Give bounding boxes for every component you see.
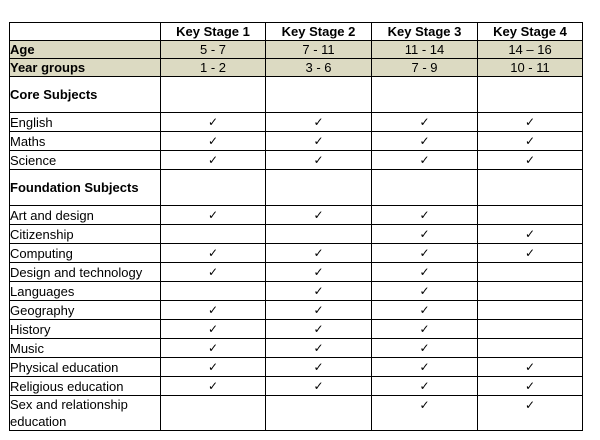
check-icon: ✓ [524,398,536,412]
stage-cell [161,151,266,170]
check-icon: ✓ [419,379,430,393]
age-value: 11 - 14 [372,41,478,59]
stage-cell [266,151,372,170]
check-icon: ✓ [419,208,430,222]
check-icon: ✓ [313,134,324,148]
check-icon: ✓ [207,379,219,393]
stage-cell [266,282,372,301]
stage-cell [372,206,478,225]
stage-cell [478,396,583,431]
stage-cell [478,301,583,320]
column-header: Key Stage 1 [161,23,266,41]
year-groups-value: 7 - 9 [372,59,478,77]
subject-name: Science [10,151,161,170]
check-icon: ✓ [524,227,536,241]
column-header: Key Stage 2 [266,23,372,41]
subject-name: Physical education [10,358,161,377]
check-icon: ✓ [313,379,324,393]
subject-row [10,282,583,301]
check-icon: ✓ [419,322,430,336]
age-row [10,41,583,59]
stage-cell [161,358,266,377]
check-icon: ✓ [207,208,219,222]
stage-cell [372,396,478,431]
check-icon: ✓ [419,153,430,167]
subject-row [10,225,583,244]
header-row [10,23,583,41]
stage-cell [161,320,266,339]
stage-cell [478,358,583,377]
stage-cell [266,225,372,244]
check-icon: ✓ [419,284,430,298]
year-groups-value: 3 - 6 [266,59,372,77]
check-icon: ✓ [207,265,219,279]
stage-cell [372,358,478,377]
stage-cell [478,244,583,263]
stage-cell [266,377,372,396]
subject-row [10,151,583,170]
subject-row [10,320,583,339]
year-groups-label: Year groups [10,59,161,77]
stage-cell [161,113,266,132]
stage-cell [266,396,372,431]
subject-name: History [10,320,161,339]
empty-cell [266,77,372,113]
subject-row [10,244,583,263]
check-icon: ✓ [419,303,430,317]
stage-cell [372,282,478,301]
subject-row [10,339,583,358]
stage-cell [372,263,478,282]
core-section-header-row [10,77,583,113]
check-icon: ✓ [524,153,536,167]
stage-cell [478,113,583,132]
stage-cell [161,244,266,263]
check-icon: ✓ [524,246,536,260]
check-icon: ✓ [313,360,324,374]
empty-cell [478,77,583,113]
check-icon: ✓ [313,284,324,298]
header-corner [10,23,161,41]
check-icon: ✓ [524,379,536,393]
subject-name: Art and design [10,206,161,225]
check-icon: ✓ [313,153,324,167]
empty-cell [161,170,266,206]
subject-row [10,113,583,132]
check-icon: ✓ [524,360,536,374]
check-icon: ✓ [207,303,219,317]
stage-cell [372,320,478,339]
subject-name: Religious education [10,377,161,396]
check-icon: ✓ [419,341,430,355]
stage-cell [161,339,266,358]
stage-cell [372,113,478,132]
stage-cell [372,301,478,320]
stage-cell [266,339,372,358]
foundation-section-heading: Foundation Subjects [10,170,161,206]
stage-cell [266,132,372,151]
year-groups-value: 10 - 11 [478,59,583,77]
check-icon: ✓ [419,265,430,279]
subject-name: Computing [10,244,161,263]
stage-cell [372,225,478,244]
empty-cell [372,77,478,113]
check-icon: ✓ [207,246,219,260]
subject-row [10,263,583,282]
stage-cell [372,151,478,170]
check-icon: ✓ [524,115,536,129]
check-icon: ✓ [313,341,324,355]
check-icon: ✓ [207,360,219,374]
stage-cell [161,263,266,282]
stage-cell [161,301,266,320]
empty-cell [161,77,266,113]
foundation-section-header-row [10,170,583,206]
subject-name: Sex and relationship education [10,396,161,431]
stage-cell [266,113,372,132]
check-icon: ✓ [207,153,219,167]
subject-name: Languages [10,282,161,301]
subject-name: Citizenship [10,225,161,244]
stage-cell [372,339,478,358]
core-section-heading: Core Subjects [10,77,161,113]
stage-cell [161,206,266,225]
subject-name: Maths [10,132,161,151]
check-icon: ✓ [419,134,430,148]
stage-cell [478,132,583,151]
stage-cell [478,320,583,339]
curriculum-table [9,22,583,431]
curriculum-table-body [10,23,583,431]
stage-cell [478,206,583,225]
stage-cell [266,320,372,339]
empty-cell [372,170,478,206]
column-header: Key Stage 4 [478,23,583,41]
check-icon: ✓ [207,341,219,355]
check-icon: ✓ [207,115,219,129]
check-icon: ✓ [419,227,430,241]
age-label: Age [10,41,161,59]
check-icon: ✓ [419,246,430,260]
check-icon: ✓ [313,115,324,129]
stage-cell [161,396,266,431]
check-icon: ✓ [419,115,430,129]
stage-cell [478,377,583,396]
stage-cell [266,244,372,263]
stage-cell [372,132,478,151]
empty-cell [266,170,372,206]
check-icon: ✓ [419,360,430,374]
subject-row [10,301,583,320]
check-icon: ✓ [313,322,324,336]
subject-row [10,132,583,151]
age-value: 14 – 16 [478,41,583,59]
check-icon: ✓ [313,303,324,317]
subject-name: Geography [10,301,161,320]
check-icon: ✓ [207,134,219,148]
stage-cell [161,225,266,244]
check-icon: ✓ [313,246,324,260]
stage-cell [478,151,583,170]
subject-name: English [10,113,161,132]
subject-name: Design and technology [10,263,161,282]
stage-cell [372,377,478,396]
subject-name: Music [10,339,161,358]
age-value: 7 - 11 [266,41,372,59]
check-icon: ✓ [207,322,219,336]
check-icon: ✓ [419,398,430,412]
empty-cell [478,170,583,206]
stage-cell [266,358,372,377]
stage-cell [478,282,583,301]
check-icon: ✓ [524,134,536,148]
stage-cell [266,301,372,320]
stage-cell [266,206,372,225]
stage-cell [266,263,372,282]
stage-cell [372,244,478,263]
subject-row [10,206,583,225]
column-header: Key Stage 3 [372,23,478,41]
stage-cell [478,225,583,244]
subject-row [10,377,583,396]
subject-row [10,358,583,377]
year-groups-value: 1 - 2 [161,59,266,77]
age-value: 5 - 7 [161,41,266,59]
stage-cell [161,377,266,396]
subject-row [10,396,583,431]
stage-cell [478,339,583,358]
stage-cell [161,282,266,301]
year-groups-row [10,59,583,77]
stage-cell [478,263,583,282]
stage-cell [161,132,266,151]
check-icon: ✓ [313,265,324,279]
check-icon: ✓ [313,208,324,222]
